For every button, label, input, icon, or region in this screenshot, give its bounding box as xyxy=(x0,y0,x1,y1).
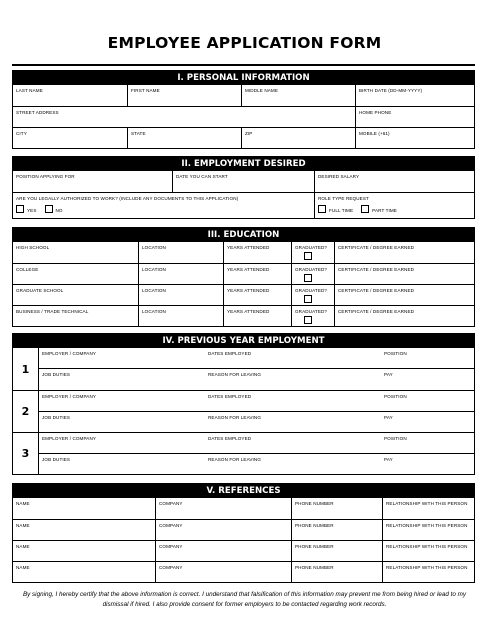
first-name-field[interactable] xyxy=(127,85,241,106)
certificate-label: CERTIFICATE / DEGREE EARNED xyxy=(338,288,415,293)
entry-fields xyxy=(39,433,474,474)
desired-salary-field[interactable] xyxy=(314,171,474,192)
start-date-label: DATE YOU CAN START xyxy=(176,174,228,179)
school-label: HIGH SCHOOL xyxy=(16,245,50,250)
employment-desired-section xyxy=(12,156,475,219)
reason-leaving-field[interactable] xyxy=(205,369,381,389)
school-label: COLLEGE xyxy=(16,267,39,272)
graduated-checkbox[interactable] xyxy=(304,316,312,324)
position-label: POSITION xyxy=(384,351,407,356)
pay-field[interactable] xyxy=(381,369,474,389)
employer-label: EMPLOYER / COMPANY xyxy=(42,436,97,441)
reference-relationship-field[interactable] xyxy=(382,562,474,582)
years-attended-field[interactable] xyxy=(223,285,291,305)
school-label: GRADUATE SCHOOL xyxy=(16,288,64,293)
education-row xyxy=(13,242,474,263)
reference-name-field[interactable] xyxy=(13,520,155,540)
reference-phone-label: PHONE NUMBER xyxy=(295,523,334,528)
street-address-label: STREET ADDRESS xyxy=(16,110,59,115)
references-heading: V. REFERENCES xyxy=(13,484,474,498)
pay-label: PAY xyxy=(384,457,393,462)
dates-employed-label: DATES EMPLOYED xyxy=(208,436,252,441)
part-time-label: PART TIME xyxy=(372,208,397,213)
city-label: CITY xyxy=(16,131,27,136)
position-field[interactable] xyxy=(381,391,474,411)
reference-relationship-label: RELATIONSHIP WITH THIS PERSON xyxy=(386,501,468,506)
years-attended-label: YEARS ATTENDED xyxy=(227,267,270,272)
birth-date-field[interactable] xyxy=(355,85,474,106)
reference-relationship-field[interactable] xyxy=(382,498,474,519)
location-label: LOCATION xyxy=(142,309,166,314)
dates-employed-label: DATES EMPLOYED xyxy=(208,351,252,356)
reference-name-field[interactable] xyxy=(13,562,155,582)
reference-phone-field[interactable] xyxy=(291,498,382,519)
reference-row xyxy=(13,540,474,561)
years-attended-field[interactable] xyxy=(223,242,291,263)
reference-phone-field[interactable] xyxy=(291,541,382,561)
certificate-label: CERTIFICATE / DEGREE EARNED xyxy=(338,245,415,250)
location-label: LOCATION xyxy=(142,245,166,250)
years-attended-field[interactable] xyxy=(223,264,291,284)
certificate-field[interactable] xyxy=(334,306,474,326)
position-field[interactable] xyxy=(381,433,474,453)
location-field[interactable] xyxy=(138,264,223,284)
graduated-field xyxy=(291,264,334,284)
dates-employed-field[interactable] xyxy=(205,433,381,453)
part-time-checkbox[interactable] xyxy=(361,205,369,213)
employment-desired-heading: II. EMPLOYMENT DESIRED xyxy=(13,157,474,171)
form-title: EMPLOYEE APPLICATION FORM xyxy=(107,34,382,52)
reference-company-field[interactable] xyxy=(155,562,291,582)
certificate-label: CERTIFICATE / DEGREE EARNED xyxy=(338,309,415,314)
employer-field[interactable] xyxy=(39,433,205,453)
reference-phone-label: PHONE NUMBER xyxy=(295,501,334,506)
entry-row-bottom xyxy=(39,412,474,432)
school-field[interactable] xyxy=(13,264,138,284)
graduated-checkbox[interactable] xyxy=(304,274,312,282)
reference-relationship-label: RELATIONSHIP WITH THIS PERSON xyxy=(386,544,468,549)
reference-company-label: COMPANY xyxy=(159,523,183,528)
start-date-field[interactable] xyxy=(172,171,314,192)
street-address-field[interactable] xyxy=(13,107,355,127)
pay-label: PAY xyxy=(384,415,393,420)
reference-relationship-field[interactable] xyxy=(382,520,474,540)
entry-row-top xyxy=(39,348,474,369)
entry-row-bottom xyxy=(39,454,474,474)
education-heading: III. EDUCATION xyxy=(13,228,474,242)
education-row xyxy=(13,305,474,326)
reference-row xyxy=(13,561,474,582)
entry-number: 2 xyxy=(13,391,39,432)
location-label: LOCATION xyxy=(142,267,166,272)
graduated-checkbox[interactable] xyxy=(304,295,312,303)
dates-employed-field[interactable] xyxy=(205,391,381,411)
education-row xyxy=(13,263,474,284)
entry-number: 1 xyxy=(13,348,39,390)
reference-row xyxy=(13,519,474,540)
yes-label: YES xyxy=(27,208,37,213)
job-duties-field[interactable] xyxy=(39,369,205,389)
entry-row-top xyxy=(39,433,474,454)
zip-label: ZIP xyxy=(245,131,253,136)
job-duties-label: JOB DUTIES xyxy=(42,457,71,462)
reason-leaving-field[interactable] xyxy=(205,412,381,432)
middle-name-field[interactable] xyxy=(241,85,355,106)
school-field[interactable] xyxy=(13,242,138,263)
certification-statement: By signing, I hereby certify that the above information is correct. I understand that falsification of this information may prevent me from being hired or lead to my dismissal if hired. I also provide consent for former employers to be contacted regarding work records. xyxy=(22,591,467,608)
position-label: POSITION xyxy=(384,436,407,441)
education-section xyxy=(12,227,475,327)
role-type-label: ROLE TYPE REQUEST xyxy=(318,196,369,201)
previous-employment-heading: IV. PREVIOUS YEAR EMPLOYMENT xyxy=(13,334,474,348)
pay-field[interactable] xyxy=(381,412,474,432)
no-label: NO xyxy=(55,208,63,213)
years-attended-label: YEARS ATTENDED xyxy=(227,288,270,293)
employment-entry xyxy=(13,348,474,390)
reason-leaving-label: REASON FOR LEAVING xyxy=(208,457,262,462)
first-name-label: FIRST NAME xyxy=(131,88,160,93)
reference-name-label: NAME xyxy=(16,523,30,528)
reference-phone-field[interactable] xyxy=(291,562,382,582)
city-field[interactable] xyxy=(13,128,127,148)
reference-company-label: COMPANY xyxy=(159,565,183,570)
reference-relationship-label: RELATIONSHIP WITH THIS PERSON xyxy=(386,523,468,528)
entry-row-top xyxy=(39,391,474,412)
no-checkbox[interactable] xyxy=(45,205,53,213)
reference-name-label: NAME xyxy=(16,501,30,506)
work-authorization-label: ARE YOU LEGALLY AUTHORIZED TO WORK? (INCLUDE ANY DOCUMENTS TO THIS APPLICATION) xyxy=(16,196,239,201)
work-authorization-field xyxy=(13,193,314,218)
personal-information-section xyxy=(12,70,475,149)
position-label: POSITION xyxy=(384,394,407,399)
reference-company-label: COMPANY xyxy=(159,501,183,506)
reference-company-field[interactable] xyxy=(155,520,291,540)
employer-field[interactable] xyxy=(39,391,205,411)
certificate-label: CERTIFICATE / DEGREE EARNED xyxy=(338,267,415,272)
title-rule xyxy=(12,64,475,66)
home-phone-field[interactable] xyxy=(355,107,474,127)
graduated-field xyxy=(291,242,334,263)
pay-field[interactable] xyxy=(381,454,474,474)
personal-information-heading: I. PERSONAL INFORMATION xyxy=(13,71,474,85)
reference-relationship-field[interactable] xyxy=(382,541,474,561)
entry-fields xyxy=(39,348,474,390)
graduated-label: GRADUATED? xyxy=(295,309,328,314)
certificate-field[interactable] xyxy=(334,285,474,305)
yes-checkbox[interactable] xyxy=(16,205,24,213)
full-time-label: FULL TIME xyxy=(329,208,354,213)
location-field[interactable] xyxy=(138,285,223,305)
previous-employment-section xyxy=(12,333,475,475)
reason-leaving-field[interactable] xyxy=(205,454,381,474)
reason-leaving-label: REASON FOR LEAVING xyxy=(208,415,262,420)
graduated-label: GRADUATED? xyxy=(295,245,328,250)
mobile-field[interactable] xyxy=(355,128,474,148)
state-field[interactable] xyxy=(127,128,241,148)
employment-entry xyxy=(13,390,474,432)
employer-label: EMPLOYER / COMPANY xyxy=(42,394,97,399)
dates-employed-field[interactable] xyxy=(205,348,381,368)
mobile-label: MOBILE (+61) xyxy=(359,131,390,136)
years-attended-field[interactable] xyxy=(223,306,291,326)
reference-phone-label: PHONE NUMBER xyxy=(295,544,334,549)
job-duties-field[interactable] xyxy=(39,454,205,474)
zip-field[interactable] xyxy=(241,128,355,148)
location-field[interactable] xyxy=(138,306,223,326)
graduated-checkbox[interactable] xyxy=(304,252,312,260)
job-duties-field[interactable] xyxy=(39,412,205,432)
last-name-field[interactable] xyxy=(13,85,127,106)
entry-row-bottom xyxy=(39,369,474,389)
certificate-field[interactable] xyxy=(334,242,474,263)
dates-employed-label: DATES EMPLOYED xyxy=(208,394,252,399)
graduated-label: GRADUATED? xyxy=(295,267,328,272)
desired-salary-label: DESIRED SALARY xyxy=(318,174,360,179)
birth-date-label: BIRTH DATE (DD-MM-YYYY) xyxy=(359,88,423,93)
references-section xyxy=(12,483,475,583)
graduated-label: GRADUATED? xyxy=(295,288,328,293)
reference-name-label: NAME xyxy=(16,544,30,549)
state-label: STATE xyxy=(131,131,146,136)
reference-company-field[interactable] xyxy=(155,498,291,519)
education-row xyxy=(13,284,474,305)
employment-entry xyxy=(13,432,474,474)
position-applying-field[interactable] xyxy=(13,171,172,192)
last-name-label: LAST NAME xyxy=(16,88,43,93)
reference-phone-field[interactable] xyxy=(291,520,382,540)
entry-fields xyxy=(39,391,474,432)
graduated-field xyxy=(291,306,334,326)
reference-phone-label: PHONE NUMBER xyxy=(295,565,334,570)
graduated-field xyxy=(291,285,334,305)
reference-name-label: NAME xyxy=(16,565,30,570)
years-attended-label: YEARS ATTENDED xyxy=(227,309,270,314)
middle-name-label: MIDDLE NAME xyxy=(245,88,279,93)
location-label: LOCATION xyxy=(142,288,166,293)
reference-row xyxy=(13,498,474,519)
school-label: BUSINESS / TRADE TECHNICAL xyxy=(16,309,89,314)
employer-field[interactable] xyxy=(39,348,205,368)
school-field[interactable] xyxy=(13,285,138,305)
employer-label: EMPLOYER / COMPANY xyxy=(42,351,97,356)
reference-name-field[interactable] xyxy=(13,498,155,519)
reference-relationship-label: RELATIONSHIP WITH THIS PERSON xyxy=(386,565,468,570)
reference-company-label: COMPANY xyxy=(159,544,183,549)
job-duties-label: JOB DUTIES xyxy=(42,415,71,420)
reason-leaving-label: REASON FOR LEAVING xyxy=(208,372,262,377)
home-phone-label: HOME PHONE xyxy=(359,110,392,115)
full-time-checkbox[interactable] xyxy=(318,205,326,213)
reference-name-field[interactable] xyxy=(13,541,155,561)
school-field[interactable] xyxy=(13,306,138,326)
location-field[interactable] xyxy=(138,242,223,263)
job-duties-label: JOB DUTIES xyxy=(42,372,71,377)
years-attended-label: YEARS ATTENDED xyxy=(227,245,270,250)
pay-label: PAY xyxy=(384,372,393,377)
position-field[interactable] xyxy=(381,348,474,368)
entry-number: 3 xyxy=(13,433,39,474)
position-applying-label: POSITION APPLYING FOR xyxy=(16,174,75,179)
role-type-field xyxy=(314,193,474,218)
reference-company-field[interactable] xyxy=(155,541,291,561)
certificate-field[interactable] xyxy=(334,264,474,284)
